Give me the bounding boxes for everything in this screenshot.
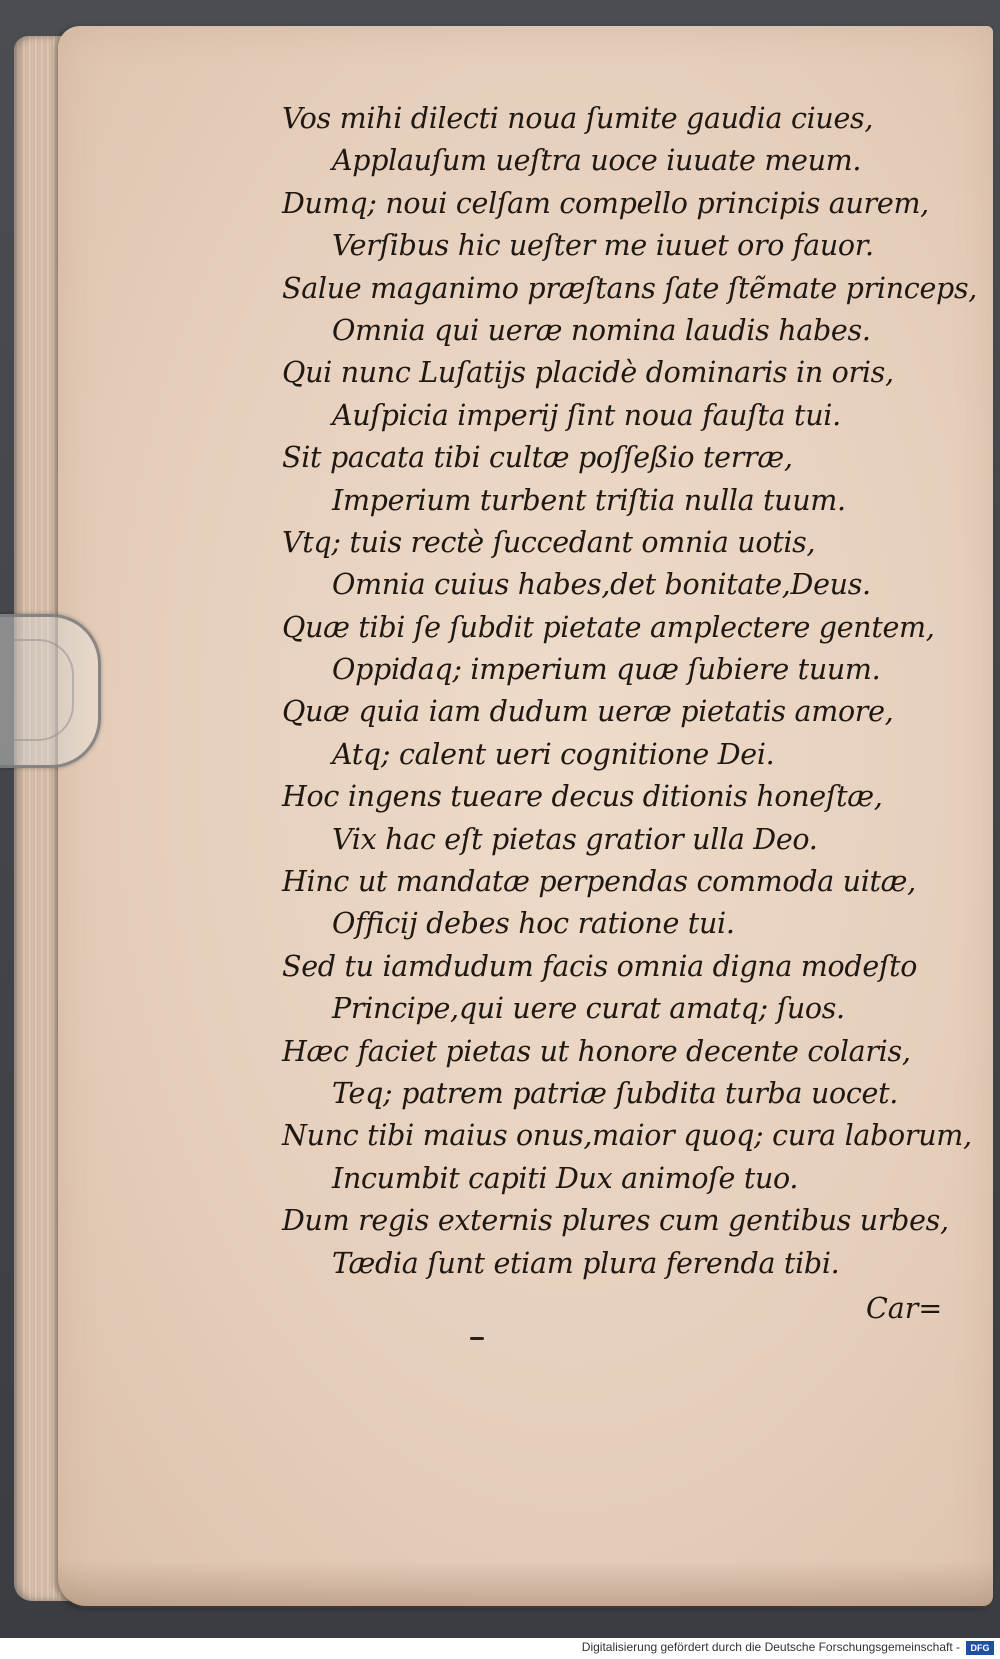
- page-bottom-shadow: [58, 1560, 993, 1608]
- ink-mark: [470, 1337, 484, 1340]
- verse-line: Vix hac eſt pietas gratior ulla Deo.: [332, 822, 818, 856]
- verse-line: Applauſum ueſtra uoce iuuate meum.: [332, 144, 862, 178]
- catchword: Car=: [866, 1292, 943, 1325]
- verse-line: Omnia cuius habes,det bonitate,Deus.: [332, 568, 871, 602]
- verse-line: Atq; calent ueri cognitione Dei.: [332, 737, 775, 771]
- verse-line: Oppidaq; imperium quæ ſubiere tuum.: [332, 653, 881, 687]
- verse-line: Qui nunc Luſatijs placidè dominaris in oris,: [282, 356, 894, 390]
- verse-line: Teq; patrem patriæ ſubdita turba uocet.: [332, 1076, 898, 1110]
- verse-line: Imperium turbent triſtia nulla tuum.: [332, 483, 846, 517]
- verse-line: Nunc tibi maius onus,maior quoq; cura laborum,: [282, 1119, 972, 1153]
- verse-line: Quæ quia iam dudum ueræ pietatis amore,: [282, 695, 894, 729]
- verse-line: Dumq; noui celſam compello principis aurem,: [282, 186, 929, 220]
- verse-line: Quæ tibi ſe ſubdit pietate amplectere gentem,: [282, 610, 935, 644]
- verse-line: Vtq; tuis rectè ſuccedant omnia uotis,: [282, 525, 816, 559]
- verse-line: Hinc ut mandatæ perpendas commoda uitæ,: [282, 865, 916, 899]
- footer-credit-text: Digitalisierung gefördert durch die Deutsche Forschungsgemeinschaft -: [581, 1640, 960, 1654]
- verse-line: Sit pacata tibi cultæ poſſeßio terræ,: [282, 441, 793, 475]
- dfg-logo: DFG: [966, 1641, 994, 1655]
- verse-line: Sed tu iamdudum facis omnia digna modeſto: [282, 949, 918, 983]
- verse-line: Auſpicia imperij ſint noua fauſta tui.: [332, 398, 841, 432]
- verse-line: Hæc faciet pietas ut honore decente colaris,: [282, 1034, 911, 1068]
- verse-line: Salue maganimo præſtans ſate ſtẽmate princeps,: [282, 271, 978, 305]
- verse-line: Tædia ſunt etiam plura ferenda tibi.: [332, 1246, 840, 1280]
- verse-line: Officij debes hoc ratione tui.: [332, 907, 735, 941]
- digitization-footer: [0, 1638, 1000, 1659]
- verse-line: Dum regis externis plures cum gentibus urbes,: [282, 1204, 949, 1238]
- verse-line: Principe,qui uere curat amatq; ſuos.: [332, 992, 845, 1026]
- verse-line: Hoc ingens tueare decus ditionis honeſtæ,: [282, 780, 883, 814]
- verse-line: Vos mihi dilecti noua ſumite gaudia ciues,: [282, 102, 874, 135]
- page-clip-inner: [0, 639, 74, 741]
- page-clip: [0, 614, 101, 768]
- verse-line: Omnia qui ueræ nomina laudis habes.: [332, 313, 871, 347]
- verse-line: Verſibus hic ueſter me iuuet oro fauor.: [332, 229, 874, 263]
- verse-line: Incumbit capiti Dux animoſe tuo.: [332, 1161, 799, 1195]
- verse-block: [282, 98, 978, 1285]
